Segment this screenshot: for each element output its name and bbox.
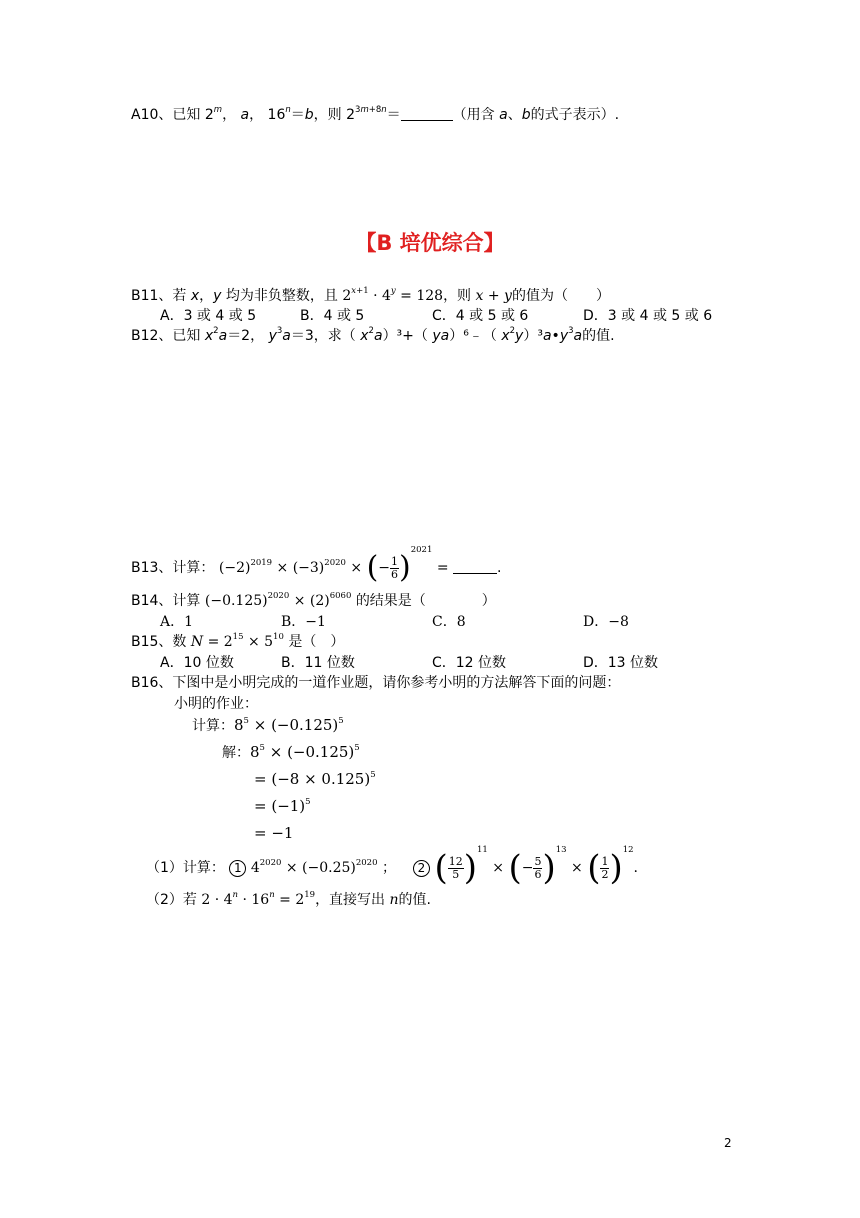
circled-1: 1	[229, 860, 246, 877]
solution-step-3: = −1	[254, 824, 294, 842]
homework-solution: 解：$8^5 \times (-0.125)^5$	[222, 743, 360, 761]
option-a: A．1	[160, 614, 194, 630]
homework-title: 小明的作业：	[174, 696, 258, 712]
expression-1: $4^{2020} \times (-0.25)^{2020}$	[250, 858, 378, 876]
question-b15: B15、数 $N = 2^{15} \times 5^{10}$ 是（ ）	[131, 632, 345, 650]
option-a: A．10 位数	[160, 655, 234, 671]
answer-blank	[453, 559, 497, 574]
page-number: 2	[724, 1136, 732, 1150]
option-c: C．12 位数	[432, 655, 507, 671]
sub-question-1: （1）计算： 1 $4^{2020} \times (-0.25)^{2020}$ ；	[146, 858, 396, 876]
option-a: A．3 或 4 或 5	[160, 308, 257, 324]
expression: $N = 2^{15} \times 5^{10}$	[190, 632, 284, 650]
question-b14: B14、计算 $(-0.125)^{2020} \times (2)^{6060}$ 的结果是（ ）	[131, 591, 496, 609]
expression-2: ( $\frac{12}{5}$ )$^{11}$ × (− $\frac{5}{6}$ )$^{13}$ × ( $\frac{1}{2}$ )$^{12}$.	[434, 845, 638, 888]
equation: $2 \cdot 4^n \cdot 16^n = 2^{19}$	[201, 890, 316, 908]
question-b12: B12、已知 $x^2a=2$， $y^3a=3$，求（ $x^2a)^3+$（ ya）⁶﹣（ $x^2y)^3a•y^3a$的值.	[131, 326, 615, 344]
question-b16: B16、下图中是小明完成的一道作业题，请你参考小明的方法解答下面的问题：	[131, 675, 621, 691]
option-b: B．4 或 5	[300, 308, 365, 324]
section-title: 【B 培优综合】	[355, 231, 505, 255]
circled-2: 2	[413, 860, 430, 877]
fraction: $\frac{1}{6}$	[391, 554, 399, 581]
expression: $(-2)^{2019} \times (-3)^{2020}$ × (− $\frac{1}{6}$ )$^{2021}$ =	[218, 545, 449, 585]
answer-blank	[401, 106, 453, 121]
math: 2$^m$	[204, 105, 223, 123]
option-b: B．11 位数	[281, 655, 355, 671]
sub-question-1-part-2	[413, 845, 638, 888]
option-d: D．3 或 4 或 5 或 6	[583, 308, 713, 324]
homework-calc: 计算：$8^5 \times (-0.125)^5$	[192, 716, 344, 734]
sub-question-2: （2）若 $2 \cdot 4^n \cdot 16^n = 2^{19}$，直接写出 n的值.	[146, 890, 431, 908]
option-c: C．8	[432, 614, 466, 630]
question-b13: B13、计算： $(-2)^{2019} \times (-3)^{2020}$ × (− $\frac{1}{6}$ )$^{2021}$ = .	[131, 545, 502, 585]
option-d: D．−8	[583, 614, 629, 630]
solution-step-1: = $(-8 \times 0.125)^5$	[254, 770, 376, 788]
option-b: B．−1	[281, 614, 326, 630]
expression: $(-0.125)^{2020} \times (2)^{6060}$	[204, 591, 352, 609]
question-a10: A10、已知 2$^m$， a， $16^n=b$，则 $2^{3m+8n}=$ （用含 a、b的式子表示）.	[131, 105, 620, 123]
solution-step-2: = $(-1)^5$	[254, 797, 311, 815]
option-c: C．4 或 5 或 6	[432, 308, 529, 324]
question-b11: B11、若 x，y 均为非负整数，且 $2^{x+1} \cdot 4^y = 128$，则 x + y的值为（ ）	[131, 286, 610, 304]
equation: $2^{x+1} \cdot 4^y = 128$	[342, 286, 444, 304]
option-d: D．13 位数	[583, 655, 659, 671]
